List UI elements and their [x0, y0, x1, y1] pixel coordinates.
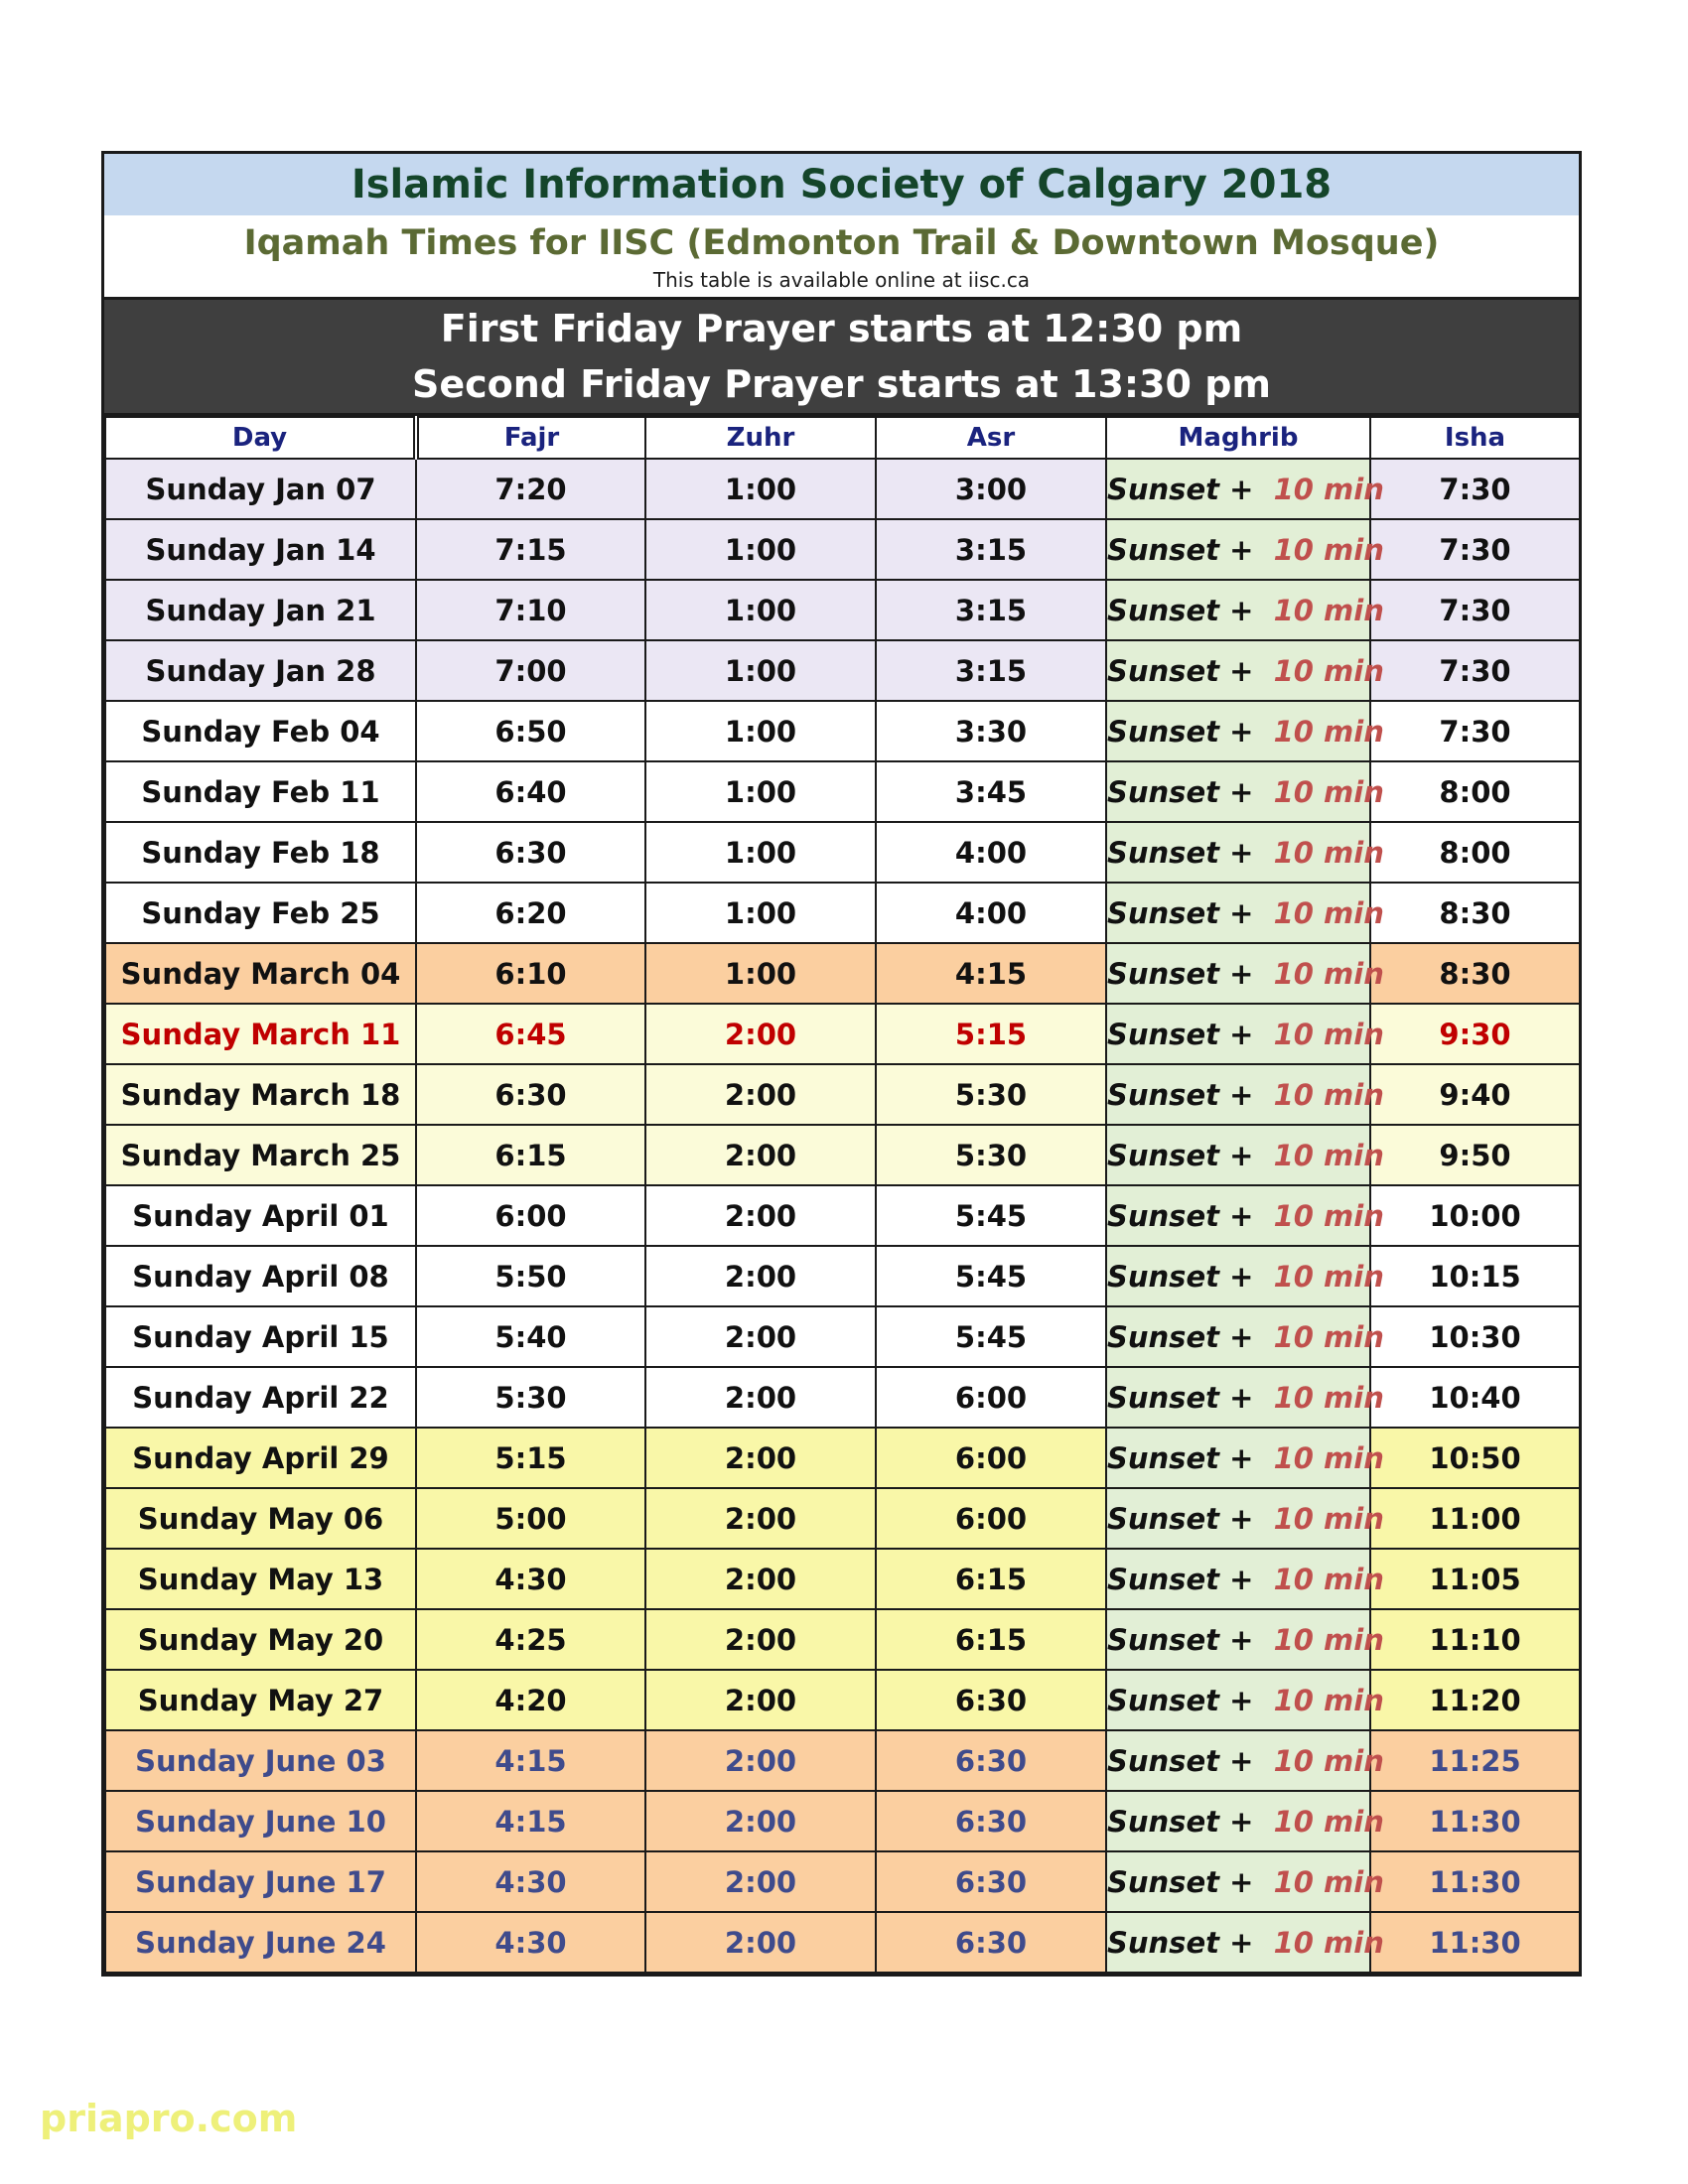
maghrib-offset-label: 10 min: [1273, 714, 1384, 749]
maghrib-sunset-label: Sunset +: [1107, 1440, 1254, 1475]
asr-cell: 5:45: [876, 1246, 1106, 1306]
maghrib-cell: [1106, 1246, 1384, 1306]
table-row: [105, 822, 1580, 883]
isha-cell: 11:00: [1370, 1488, 1580, 1549]
fajr-cell: 5:50: [416, 1246, 645, 1306]
table-row: [105, 1185, 1580, 1246]
asr-cell: 6:30: [876, 1851, 1106, 1912]
maghrib-sunset-label: Sunset +: [1107, 1259, 1254, 1294]
asr-cell: 3:15: [876, 640, 1106, 701]
isha-cell: 8:30: [1370, 943, 1580, 1004]
day-cell: Sunday Jan 14: [105, 519, 416, 580]
day-cell: Sunday Jan 07: [105, 459, 416, 519]
zuhr-cell: 2:00: [645, 1488, 876, 1549]
maghrib-sunset-label: Sunset +: [1107, 1864, 1254, 1899]
isha-cell: 10:30: [1370, 1306, 1580, 1367]
table-row: [105, 1912, 1580, 1973]
maghrib-cell: [1106, 1670, 1384, 1730]
fajr-cell: 4:30: [416, 1851, 645, 1912]
table-row: [105, 580, 1580, 640]
fajr-cell: 5:15: [416, 1428, 645, 1488]
isha-cell: 9:30: [1370, 1004, 1580, 1064]
maghrib-sunset-label: Sunset +: [1107, 1380, 1254, 1415]
maghrib-cell: [1106, 1185, 1384, 1246]
day-cell: Sunday May 06: [105, 1488, 416, 1549]
fajr-cell: 6:00: [416, 1185, 645, 1246]
maghrib-cell: [1106, 640, 1384, 701]
maghrib-cell: [1106, 580, 1384, 640]
isha-cell: 7:30: [1370, 459, 1580, 519]
maghrib-offset-label: 10 min: [1273, 1138, 1384, 1172]
maghrib-offset-label: 10 min: [1273, 1259, 1384, 1294]
maghrib-sunset-label: Sunset +: [1107, 1198, 1254, 1233]
maghrib-cell: [1106, 1730, 1384, 1791]
maghrib-offset-label: 10 min: [1273, 1683, 1384, 1717]
day-cell: Sunday March 18: [105, 1064, 416, 1125]
fajr-cell: 6:30: [416, 822, 645, 883]
isha-cell: 10:40: [1370, 1367, 1580, 1428]
asr-cell: 5:45: [876, 1306, 1106, 1367]
table-row: [105, 883, 1580, 943]
maghrib-sunset-label: Sunset +: [1107, 1743, 1254, 1778]
asr-cell: 6:30: [876, 1912, 1106, 1973]
watermark: priapro.com: [40, 2097, 298, 2140]
day-cell: Sunday April 08: [105, 1246, 416, 1306]
maghrib-offset-label: 10 min: [1273, 472, 1384, 506]
asr-cell: 3:15: [876, 580, 1106, 640]
isha-cell: 11:10: [1370, 1609, 1580, 1670]
maghrib-cell: [1106, 1428, 1384, 1488]
maghrib-cell: [1106, 1609, 1384, 1670]
table-row: [105, 761, 1580, 822]
maghrib-sunset-label: Sunset +: [1107, 1017, 1254, 1051]
maghrib-offset-label: 10 min: [1273, 593, 1384, 627]
zuhr-cell: 2:00: [645, 1609, 876, 1670]
table-row: [105, 1609, 1580, 1670]
zuhr-cell: 1:00: [645, 761, 876, 822]
zuhr-cell: 2:00: [645, 1912, 876, 1973]
schedule-title: Islamic Information Society of Calgary 2018: [104, 154, 1579, 215]
maghrib-sunset-label: Sunset +: [1107, 1319, 1254, 1354]
maghrib-sunset-label: Sunset +: [1107, 1683, 1254, 1717]
maghrib-offset-label: 10 min: [1273, 1743, 1384, 1778]
maghrib-offset-label: 10 min: [1273, 1319, 1384, 1354]
maghrib-cell: [1106, 1488, 1384, 1549]
table-row: [105, 1125, 1580, 1185]
fajr-cell: 4:15: [416, 1791, 645, 1851]
fajr-cell: 6:45: [416, 1004, 645, 1064]
fajr-cell: 7:10: [416, 580, 645, 640]
table-row: [105, 701, 1580, 761]
day-cell: Sunday May 27: [105, 1670, 416, 1730]
table-row: [105, 1791, 1580, 1851]
asr-cell: 6:00: [876, 1428, 1106, 1488]
prayer-schedule-sheet: [101, 151, 1582, 1977]
zuhr-cell: 2:00: [645, 1549, 876, 1609]
maghrib-cell: [1106, 1549, 1384, 1609]
maghrib-sunset-label: Sunset +: [1107, 895, 1254, 930]
zuhr-cell: 2:00: [645, 1730, 876, 1791]
zuhr-cell: 2:00: [645, 1367, 876, 1428]
table-row: [105, 519, 1580, 580]
maghrib-offset-label: 10 min: [1273, 835, 1384, 870]
maghrib-offset-label: 10 min: [1273, 956, 1384, 991]
fajr-cell: 4:20: [416, 1670, 645, 1730]
zuhr-cell: 2:00: [645, 1851, 876, 1912]
asr-cell: 6:30: [876, 1670, 1106, 1730]
zuhr-cell: 1:00: [645, 580, 876, 640]
maghrib-cell: [1106, 1306, 1384, 1367]
fajr-cell: 6:30: [416, 1064, 645, 1125]
fajr-cell: 7:15: [416, 519, 645, 580]
day-cell: Sunday April 22: [105, 1367, 416, 1428]
column-header-maghrib: Maghrib: [1106, 417, 1370, 459]
zuhr-cell: 2:00: [645, 1670, 876, 1730]
friday-prayer-banner: [104, 300, 1579, 416]
maghrib-sunset-label: Sunset +: [1107, 1138, 1254, 1172]
asr-cell: 6:00: [876, 1367, 1106, 1428]
second-friday-prayer: Second Friday Prayer starts at 13:30 pm: [411, 362, 1271, 406]
asr-cell: 3:45: [876, 761, 1106, 822]
day-cell: Sunday Jan 28: [105, 640, 416, 701]
day-cell: Sunday Feb 18: [105, 822, 416, 883]
maghrib-cell: [1106, 822, 1384, 883]
zuhr-cell: 2:00: [645, 1428, 876, 1488]
maghrib-sunset-label: Sunset +: [1107, 774, 1254, 809]
asr-cell: 6:30: [876, 1730, 1106, 1791]
maghrib-cell: [1106, 1791, 1384, 1851]
fajr-cell: 4:15: [416, 1730, 645, 1791]
column-header-fajr: Fajr: [416, 417, 645, 459]
day-cell: Sunday May 20: [105, 1609, 416, 1670]
asr-cell: 6:15: [876, 1549, 1106, 1609]
table-row: [105, 1730, 1580, 1791]
table-row: [105, 1549, 1580, 1609]
maghrib-offset-label: 10 min: [1273, 653, 1384, 688]
day-cell: Sunday April 29: [105, 1428, 416, 1488]
column-header-zuhr: Zuhr: [645, 417, 876, 459]
zuhr-cell: 2:00: [645, 1791, 876, 1851]
maghrib-cell: [1106, 459, 1384, 519]
maghrib-sunset-label: Sunset +: [1107, 714, 1254, 749]
maghrib-cell: [1106, 1367, 1384, 1428]
table-row: [105, 1064, 1580, 1125]
maghrib-sunset-label: Sunset +: [1107, 1562, 1254, 1596]
zuhr-cell: 2:00: [645, 1246, 876, 1306]
maghrib-cell: [1106, 1851, 1384, 1912]
fajr-cell: 5:30: [416, 1367, 645, 1428]
zuhr-cell: 1:00: [645, 519, 876, 580]
maghrib-cell: [1106, 701, 1384, 761]
day-cell: Sunday March 04: [105, 943, 416, 1004]
fajr-cell: 7:20: [416, 459, 645, 519]
asr-cell: 4:00: [876, 883, 1106, 943]
zuhr-cell: 1:00: [645, 459, 876, 519]
maghrib-sunset-label: Sunset +: [1107, 956, 1254, 991]
day-cell: Sunday April 15: [105, 1306, 416, 1367]
day-cell: Sunday April 01: [105, 1185, 416, 1246]
table-row: [105, 1004, 1580, 1064]
asr-cell: 6:00: [876, 1488, 1106, 1549]
isha-cell: 9:50: [1370, 1125, 1580, 1185]
zuhr-cell: 2:00: [645, 1306, 876, 1367]
isha-cell: 10:00: [1370, 1185, 1580, 1246]
maghrib-sunset-label: Sunset +: [1107, 1077, 1254, 1112]
isha-cell: 11:30: [1370, 1791, 1580, 1851]
fajr-cell: 4:30: [416, 1549, 645, 1609]
asr-cell: 4:00: [876, 822, 1106, 883]
table-row: [105, 943, 1580, 1004]
iqamah-times-table: [104, 416, 1581, 1974]
table-row: [105, 1851, 1580, 1912]
asr-cell: 6:30: [876, 1791, 1106, 1851]
zuhr-cell: 2:00: [645, 1185, 876, 1246]
table-row: [105, 1306, 1580, 1367]
fajr-cell: 5:00: [416, 1488, 645, 1549]
zuhr-cell: 2:00: [645, 1004, 876, 1064]
column-header-asr: Asr: [876, 417, 1106, 459]
maghrib-cell: [1106, 943, 1384, 1004]
table-row: [105, 1367, 1580, 1428]
maghrib-sunset-label: Sunset +: [1107, 835, 1254, 870]
zuhr-cell: 1:00: [645, 701, 876, 761]
maghrib-cell: [1106, 883, 1384, 943]
maghrib-sunset-label: Sunset +: [1107, 653, 1254, 688]
maghrib-offset-label: 10 min: [1273, 1501, 1384, 1536]
table-row: [105, 1670, 1580, 1730]
fajr-cell: 6:10: [416, 943, 645, 1004]
maghrib-cell: [1106, 1125, 1384, 1185]
maghrib-offset-label: 10 min: [1273, 774, 1384, 809]
fajr-cell: 6:15: [416, 1125, 645, 1185]
day-cell: Sunday Feb 11: [105, 761, 416, 822]
first-friday-prayer: First Friday Prayer starts at 12:30 pm: [440, 307, 1243, 350]
isha-cell: 10:15: [1370, 1246, 1580, 1306]
maghrib-offset-label: 10 min: [1273, 1198, 1384, 1233]
isha-cell: 11:30: [1370, 1912, 1580, 1973]
day-cell: Sunday June 24: [105, 1912, 416, 1973]
maghrib-offset-label: 10 min: [1273, 1562, 1384, 1596]
table-header-row: [105, 417, 1580, 459]
column-header-day: Day: [105, 417, 416, 459]
isha-cell: 11:20: [1370, 1670, 1580, 1730]
isha-cell: 11:25: [1370, 1730, 1580, 1791]
day-cell: Sunday Feb 04: [105, 701, 416, 761]
zuhr-cell: 1:00: [645, 883, 876, 943]
asr-cell: 5:45: [876, 1185, 1106, 1246]
isha-cell: 11:30: [1370, 1851, 1580, 1912]
table-row: [105, 1246, 1580, 1306]
table-row: [105, 1428, 1580, 1488]
maghrib-sunset-label: Sunset +: [1107, 1925, 1254, 1960]
maghrib-sunset-label: Sunset +: [1107, 593, 1254, 627]
zuhr-cell: 1:00: [645, 943, 876, 1004]
asr-cell: 6:15: [876, 1609, 1106, 1670]
fajr-cell: 6:40: [416, 761, 645, 822]
asr-cell: 4:15: [876, 943, 1106, 1004]
maghrib-offset-label: 10 min: [1273, 1804, 1384, 1839]
day-cell: Sunday May 13: [105, 1549, 416, 1609]
subtitle-band: [104, 215, 1579, 300]
day-cell: Sunday June 03: [105, 1730, 416, 1791]
isha-cell: 7:30: [1370, 519, 1580, 580]
isha-cell: 11:05: [1370, 1549, 1580, 1609]
zuhr-cell: 1:00: [645, 822, 876, 883]
asr-cell: 5:15: [876, 1004, 1106, 1064]
day-cell: Sunday March 25: [105, 1125, 416, 1185]
maghrib-offset-label: 10 min: [1273, 1017, 1384, 1051]
maghrib-sunset-label: Sunset +: [1107, 1804, 1254, 1839]
asr-cell: 3:00: [876, 459, 1106, 519]
zuhr-cell: 2:00: [645, 1125, 876, 1185]
maghrib-offset-label: 10 min: [1273, 1864, 1384, 1899]
day-cell: Sunday June 17: [105, 1851, 416, 1912]
maghrib-cell: [1106, 761, 1384, 822]
isha-cell: 8:00: [1370, 822, 1580, 883]
asr-cell: 3:15: [876, 519, 1106, 580]
fajr-cell: 7:00: [416, 640, 645, 701]
asr-cell: 5:30: [876, 1064, 1106, 1125]
maghrib-offset-label: 10 min: [1273, 1440, 1384, 1475]
column-header-isha: Isha: [1370, 417, 1580, 459]
fajr-cell: 6:50: [416, 701, 645, 761]
maghrib-offset-label: 10 min: [1273, 1077, 1384, 1112]
fajr-cell: 5:40: [416, 1306, 645, 1367]
fajr-cell: 4:30: [416, 1912, 645, 1973]
asr-cell: 5:30: [876, 1125, 1106, 1185]
maghrib-cell: [1106, 1912, 1384, 1973]
maghrib-offset-label: 10 min: [1273, 532, 1384, 567]
table-row: [105, 640, 1580, 701]
schedule-subtitle: Iqamah Times for IISC (Edmonton Trail & Downtown Mosque): [243, 223, 1440, 263]
isha-cell: 9:40: [1370, 1064, 1580, 1125]
availability-note: This table is available online at iisc.ca: [652, 268, 1031, 292]
isha-cell: 7:30: [1370, 701, 1580, 761]
maghrib-sunset-label: Sunset +: [1107, 1622, 1254, 1657]
maghrib-sunset-label: Sunset +: [1107, 1501, 1254, 1536]
day-cell: Sunday Jan 21: [105, 580, 416, 640]
maghrib-offset-label: 10 min: [1273, 1380, 1384, 1415]
maghrib-cell: [1106, 519, 1384, 580]
isha-cell: 7:30: [1370, 580, 1580, 640]
zuhr-cell: 2:00: [645, 1064, 876, 1125]
isha-cell: 7:30: [1370, 640, 1580, 701]
maghrib-sunset-label: Sunset +: [1107, 532, 1254, 567]
isha-cell: 10:50: [1370, 1428, 1580, 1488]
day-cell: Sunday Feb 25: [105, 883, 416, 943]
isha-cell: 8:00: [1370, 761, 1580, 822]
fajr-cell: 6:20: [416, 883, 645, 943]
asr-cell: 3:30: [876, 701, 1106, 761]
fajr-cell: 4:25: [416, 1609, 645, 1670]
maghrib-cell: [1106, 1004, 1384, 1064]
table-row: [105, 459, 1580, 519]
day-cell: Sunday March 11: [105, 1004, 416, 1064]
isha-cell: 8:30: [1370, 883, 1580, 943]
table-row: [105, 1488, 1580, 1549]
maghrib-offset-label: 10 min: [1273, 1622, 1384, 1657]
maghrib-offset-label: 10 min: [1273, 1925, 1384, 1960]
zuhr-cell: 1:00: [645, 640, 876, 701]
maghrib-offset-label: 10 min: [1273, 895, 1384, 930]
maghrib-sunset-label: Sunset +: [1107, 472, 1254, 506]
day-cell: Sunday June 10: [105, 1791, 416, 1851]
maghrib-cell: [1106, 1064, 1384, 1125]
